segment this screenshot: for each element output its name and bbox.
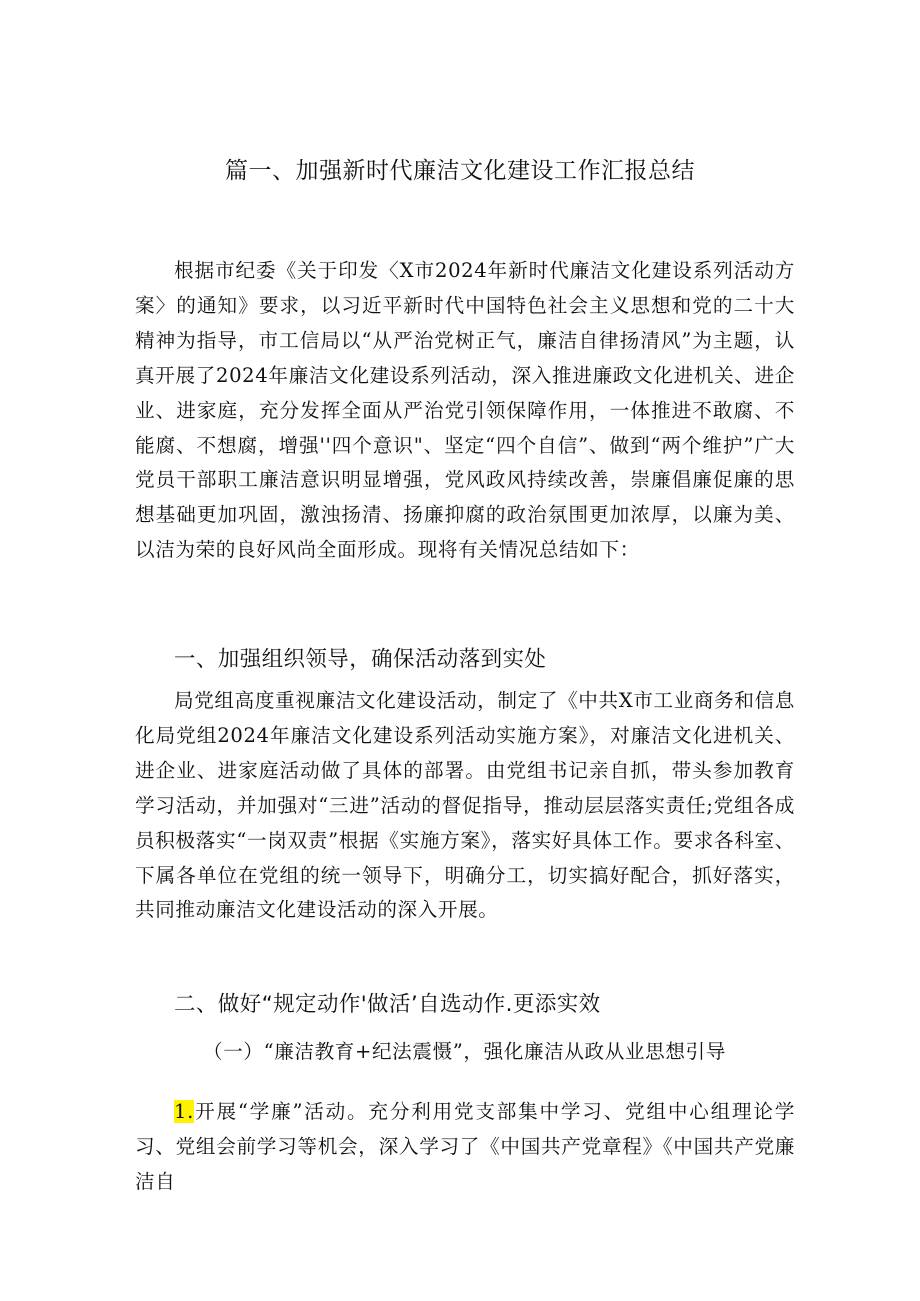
section-1-paragraph: 局党组高度重视廉洁文化建设活动，制定了《中共X市工业商务和信息化局党组2024年廉洁文化建设系列活动实施方案》，对廉洁文化进机关、进企业、进家庭活动做了具体的部署。由党组书记亲自抓，带头参加教育学习活动，并加强对“三进”活动的督促指导，推动层层落实责任;党组各成员积极落实“一岗双责”根据《实施方案》，落实好具体工作。要求各科室、下属各单位在党组的统一领导下，明确分工，切实搞好配合，抓好落实，共同推动廉洁文化建设活动的深入开展。	[135, 689, 795, 922]
item-1-number-highlight: 1.	[174, 1100, 194, 1123]
item-1-paragraph	[135, 1095, 795, 1200]
section-1-heading: 一、加强组织领导，确保活动落到实处	[174, 647, 547, 672]
intro-paragraph: 根据市纪委《关于印发〈X市2024年新时代廉洁文化建设系列活动方案〉的通知》要求，以习近平新时代中国特色社会主义思想和党的二十大精神为指导，市工信局以“从严治党树正气，廉洁自律扬清风”为主题，认真开展了2024年廉洁文化建设系列活动，深入推进廉政文化进机关、进企业、进家庭，充分发挥全面从严治党引领保障作用，一体推进不敢腐、不能腐、不想腐，增强''四个意识"、坚定“四个自信”、做到“两个维护”广大党员干部职工廉洁意识明显增强，党风政风持续改善，崇廉倡廉促廉的思想基础更加巩固，激浊扬清、扬廉抑腐的政治氛围更加浓厚，以廉为美、以洁为荣的良好风尚全面形成。现将有关情况总结如下：	[135, 259, 795, 562]
document-title: 篇一、加强新时代廉洁文化建设工作汇报总结	[225, 158, 695, 184]
section-2-subheading: （一）“廉洁教育+纪法震慑”，强化廉洁从政从业思想引导	[203, 1040, 726, 1063]
section-2-heading: 二、做好“规定动作'做活’自选动作.更添实效	[174, 992, 601, 1017]
item-1-body: 开展“学廉”活动。充分利用党支部集中学习、党组中心组理论学习、党组会前学习等机会，深入学习了《中国共产党章程》《中国共产党廉洁自	[135, 1100, 795, 1193]
